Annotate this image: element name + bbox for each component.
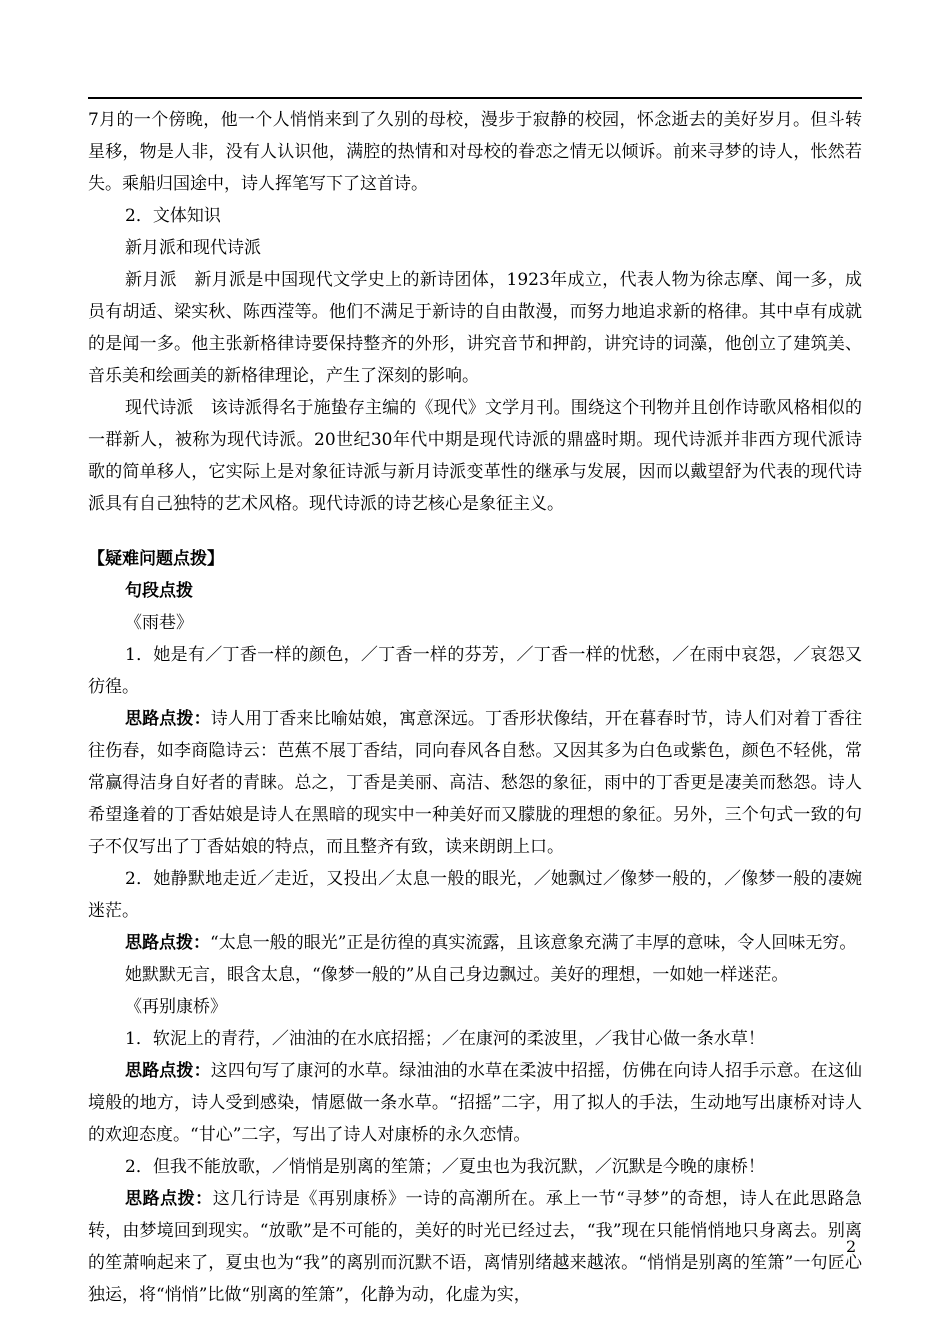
header-rule xyxy=(88,97,862,99)
analysis-label: 思路点拨： xyxy=(125,1189,213,1209)
poem-line: 1．她是有／丁香一样的颜色，／丁香一样的芬芳，／丁香一样的忧愁，／在雨中哀怨，／哀怨又彷徨。 xyxy=(88,645,862,697)
paragraph: 新月派 新月派是中国现代文学史上的新诗团体，1923年成立，代表人物为徐志摩、闻一多，成员有胡适、梁实秋、陈西滢等。他们不满足于新诗的自由散漫，而努力地追求新的格律。其中卓有成就的是闻一多。他主张新格律诗要保持整齐的外形，讲究音节和押韵，讲究诗的词藻，他创立了建筑美、音乐美和绘画美的新格律理论，产生了深刻的影响。 xyxy=(88,270,862,386)
paragraph: 2．文体知识 xyxy=(125,206,221,226)
paragraph: 7月的一个傍晚，他一个人悄悄来到了久别的母校，漫步于寂静的校园，怀念逝去的美好岁月。但斗转星移，物是人非，没有人认识他，满腔的热情和对母校的眷恋之情无以倾诉。前来寻梦的诗人，怅然若失。乘船归国途中，诗人挥笔写下了这首诗。 xyxy=(88,110,862,194)
analysis-paragraph: 思路点拨：“太息一般的眼光”正是彷徨的真实流露，且该意象充满了丰厚的意味，令人回味无穷。 xyxy=(125,933,857,953)
section-title: 【疑难问题点拨】 xyxy=(88,549,224,569)
analysis-label: 思路点拨： xyxy=(125,933,210,953)
paragraph: 新月派和现代诗派 xyxy=(125,238,261,258)
analysis-label: 思路点拨： xyxy=(125,1061,211,1081)
poem-title: 《雨巷》 xyxy=(125,613,193,633)
poem-line: 2．她静默地走近／走近，又投出／太息一般的眼光，／她飘过／像梦一般的，／像梦一般的凄婉迷茫。 xyxy=(88,869,862,921)
paragraph: 现代诗派 该诗派得名于施蛰存主编的《现代》文学月刊。围绕这个刊物并且创作诗歌风格相似的一群新人，被称为现代诗派。20世纪30年代中期是现代诗派的鼎盛时期。现代诗派并非西方现代派诗歌的简单移人，它实际上是对象征诗派与新月诗派变革性的继承与发展，因而以戴望舒为代表的现代诗派具有自己独特的艺术风格。现代诗派的诗艺核心是象征主义。 xyxy=(88,398,862,514)
poem-line: 2．但我不能放歌，／悄悄是别离的笙箫；／夏虫也为我沉默，／沉默是今晚的康桥！ xyxy=(125,1157,765,1177)
analysis-paragraph: 思路点拨：这四句写了康河的水草。绿油油的水草在柔波中招摇，仿佛在向诗人招手示意。在这仙境般的地方，诗人受到感染，情愿做一条水草。“招摇”二字，用了拟人的手法，生动地写出康桥对诗人的欢迎态度。“甘心”二字，写出了诗人对康桥的永久恋情。 xyxy=(88,1061,863,1145)
analysis-paragraph: 思路点拨：这几行诗是《再别康桥》一诗的高潮所在。承上一节“寻梦”的奇想，诗人在此思路急转，由梦境回到现实。“放歌”是不可能的，美好的时光已经过去，“我”现在只能悄悄地只身离去。别离的笙萧响起来了，夏虫也为“我”的离别而沉默不语，离情别绪越来越浓。“悄悄是别离的笙箫”一句匠心独运，将“悄悄”比做“别离的笙箫”，化静为动，化虚为实， xyxy=(88,1189,863,1305)
analysis-paragraph: 思路点拨：诗人用丁香来比喻姑娘，寓意深远。丁香形状像结，开在暮春时节，诗人们对着丁香往往伤春，如李商隐诗云：芭蕉不展丁香结，同向春风各自愁。又因其多为白色或紫色，颜色不轻佻，常常赢得洁身自好者的青睐。总之，丁香是美丽、高洁、愁怨的象征，雨中的丁香更是凄美而愁怨。诗人希望逢着的丁香姑娘是诗人在黑暗的现实中一种美好而又朦胧的理想的象征。另外，三个句式一致的句子不仅写出了丁香姑娘的特点，而且整齐有致，读来朗朗上口。 xyxy=(88,709,863,857)
page-content xyxy=(88,104,862,1311)
paragraph: 她默默无言，眼含太息，“像梦一般的”从自己身边飘过。美好的理想，一如她一样迷茫。 xyxy=(125,965,789,985)
poem-title: 《再别康桥》 xyxy=(125,997,227,1017)
analysis-label: 思路点拨： xyxy=(125,709,211,729)
poem-line: 1．软泥上的青荇，／油油的在水底招摇；／在康河的柔波里，／我甘心做一条水草！ xyxy=(125,1029,765,1049)
subsection-title: 句段点拨 xyxy=(125,581,193,601)
page-number: 2 xyxy=(846,1237,857,1256)
